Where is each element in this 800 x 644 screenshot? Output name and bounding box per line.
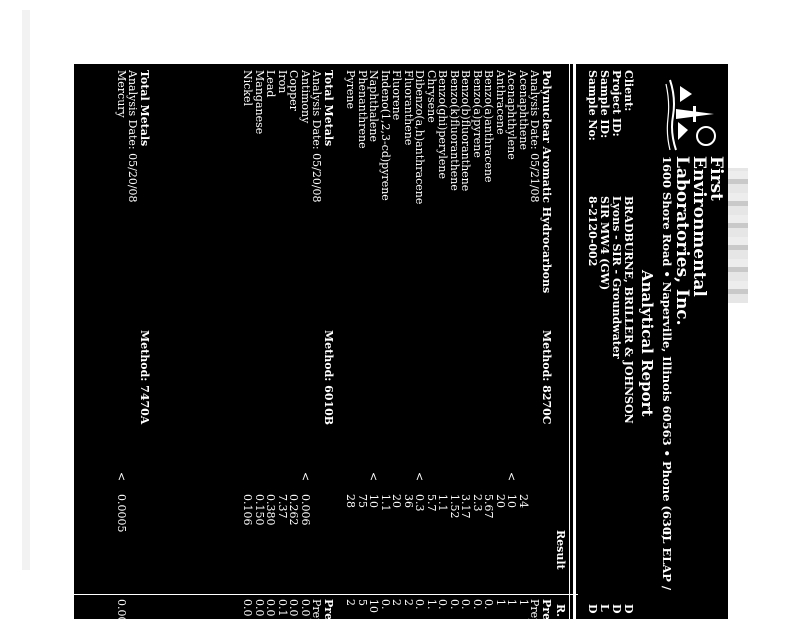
sample-id-label: Sample ID: — [598, 70, 611, 139]
sample-no-right-fragment: D — [586, 604, 599, 614]
result-value: 1.52 — [448, 494, 461, 519]
reporting-limit-fragment: 1 — [505, 599, 519, 606]
analyte-name: Manganese — [253, 70, 266, 135]
analyte-name: Chrysene — [425, 70, 438, 123]
table-row — [265, 64, 277, 619]
report-title: Analytical Report — [638, 270, 656, 417]
accreditation-label: IL ELAP / — [660, 530, 674, 591]
table-row — [472, 64, 484, 619]
reporting-limit-fragment: 1 — [494, 599, 507, 606]
scan-edge-artifact — [22, 10, 30, 570]
result-value: 36 — [402, 494, 415, 508]
metals-analysis-date-row — [310, 64, 324, 644]
analyte-name: Benzo(a)anthracene — [482, 70, 496, 183]
analyte-name: Fluoranthene — [402, 70, 415, 146]
analyte-name: Mercury — [115, 70, 128, 118]
analyte-name: Benzo(b)fluoranthene — [459, 70, 473, 192]
result-value: 20 — [494, 494, 507, 508]
pah-section-header — [540, 64, 553, 641]
qualifier: < — [413, 472, 427, 482]
reporting-limit-fragment: 0.00 — [115, 599, 128, 624]
analysis-date: Analysis Date: 05/20/08 — [310, 70, 324, 203]
mercury-analysis-date-row — [127, 64, 139, 619]
reporting-limit-fragment: 5 — [356, 599, 369, 606]
reporting-limit-fragment: 2 — [344, 599, 358, 606]
analyte-name: Naphthalene — [367, 70, 381, 142]
analyte-name: Iron — [276, 70, 289, 94]
analyte-name: Fluorene — [390, 70, 404, 121]
analyte-name: Indeno(1,2,3-cd)pyrene — [379, 70, 392, 201]
header-rule-thin — [569, 64, 570, 619]
result-value: 0.0005 — [115, 494, 128, 533]
result-value: 10 — [505, 494, 519, 508]
reporting-limit-fragment: 0.0 — [299, 599, 312, 617]
section-method: Method: 7470A — [138, 330, 151, 425]
table-row — [254, 64, 266, 619]
table-row — [277, 64, 289, 619]
section-method: Method: 8270C — [540, 330, 553, 425]
result-value: 0.3 — [413, 494, 427, 512]
analyte-name: Antimony — [299, 70, 312, 124]
report-page — [74, 64, 728, 644]
company-logo — [662, 74, 720, 154]
result-value: 20 — [390, 494, 404, 508]
reporting-limit-fragment: 10 — [367, 599, 381, 613]
client-value: BRADBURNE, BRILLER & JOHNSON — [622, 196, 635, 424]
reporting-limit-fragment: 0. — [379, 599, 392, 610]
table-row — [242, 64, 254, 619]
project-right-fragment: D — [610, 604, 623, 614]
reporting-limit-fragment: 0.0 — [253, 599, 266, 617]
client-right-fragment: D — [622, 604, 635, 614]
company-address: 1600 Shore Road • Naperville, Illinois 60563 • Phone (630) — [660, 156, 674, 541]
result-value: 5.67 — [482, 494, 496, 519]
reporting-limit-fragment: 2 — [390, 599, 404, 606]
reporting-limit-fragment: 0.0 — [287, 599, 301, 617]
result-value: 1.1 — [379, 494, 392, 512]
project-label: Project ID: — [610, 70, 623, 137]
company-name-line: First — [706, 156, 726, 201]
table-row — [345, 64, 357, 619]
metals-section-header — [322, 64, 335, 641]
analyte-name: Benzo(k)fluoranthene — [448, 70, 461, 191]
scan-smudge-artifact — [728, 168, 748, 303]
reporting-limit-fragment: 0. — [459, 599, 473, 610]
analyte-name: Copper — [287, 70, 301, 111]
table-row — [518, 64, 530, 619]
company-name — [673, 156, 724, 326]
company-name-line: Environmental — [689, 156, 709, 297]
reporting-limit-fragment: 0. — [413, 599, 427, 610]
result-column-header: Result — [554, 530, 567, 570]
prep-sublabel: Prepara — [528, 599, 542, 644]
result-value: 2.3 — [471, 494, 484, 512]
analyte-name: Benzo(ghi)perylene — [436, 70, 450, 179]
client-label: Client: — [622, 70, 635, 112]
table-row — [483, 64, 495, 619]
table-row — [300, 64, 312, 619]
analyte-name: Lead — [264, 70, 278, 98]
reporting-limit-fragment: 0.0 — [264, 599, 278, 617]
table-row — [449, 64, 461, 619]
table-row — [495, 64, 507, 619]
reporting-limit-fragment: 0. — [471, 599, 484, 610]
result-value: 75 — [356, 494, 369, 508]
reporting-limit-fragment: 1 — [517, 599, 530, 606]
table-row — [460, 64, 472, 619]
analyte-name: Phenanthrene — [356, 70, 369, 149]
result-value: 0.006 — [299, 494, 312, 526]
reporting-limit-fragment: 2 — [402, 599, 415, 606]
result-value: 0.150 — [253, 494, 266, 526]
result-value: 7.37 — [276, 494, 289, 519]
result-value: 24 — [517, 494, 530, 508]
qualifier: < — [505, 472, 519, 482]
sample-id-right-fragment: L — [598, 604, 611, 612]
section-title: Polynuclear Aromatic Hydrocarbons — [540, 70, 553, 294]
qualifier: < — [115, 472, 128, 482]
reporting-limit-fragment: 0.0 — [241, 599, 255, 617]
table-row — [506, 64, 518, 619]
result-value: 28 — [344, 494, 358, 508]
sample-no-label: Sample No: — [586, 70, 599, 141]
header-rule — [573, 64, 576, 619]
scanned-report — [74, 64, 728, 644]
qualifier: < — [367, 472, 381, 482]
prep-sublabel: Prepara — [310, 599, 324, 644]
qualifier: < — [299, 472, 312, 482]
r-column-header: R. — [554, 604, 567, 617]
analyte-name: Dibenzo(a,h)anthracene — [413, 70, 427, 205]
table-row — [115, 64, 128, 624]
section-title: Total Metals — [138, 70, 151, 147]
result-value: 10 — [367, 494, 381, 508]
table-row — [437, 64, 449, 619]
result-value: 5.7 — [425, 494, 438, 512]
prep-label: Prepar — [322, 599, 335, 641]
table-row — [380, 64, 392, 619]
section-title: Total Metals — [322, 70, 335, 147]
table-row — [403, 64, 415, 619]
table-row — [357, 64, 369, 619]
table-row — [391, 64, 403, 619]
prep-label: Prepar — [540, 599, 553, 641]
analyte-name: Nickel — [241, 70, 255, 106]
reporting-limit-fragment: 0. — [448, 599, 461, 610]
result-value: 0.380 — [264, 494, 278, 526]
result-value: 0.262 — [287, 494, 301, 526]
table-row — [288, 64, 300, 619]
result-value: 3.17 — [459, 494, 473, 519]
result-value: 1.1 — [436, 494, 450, 512]
table-row — [368, 64, 380, 619]
project-value: Lyons - SIR - Groundwater — [610, 196, 623, 359]
company-name-line: Laboratories, Inc. — [672, 156, 692, 326]
reporting-limit-fragment: 1. — [425, 599, 438, 610]
reporting-limit-fragment: 0. — [436, 599, 450, 610]
analyte-name: Benzo(a)pyrene — [471, 70, 484, 158]
table-row — [414, 64, 426, 619]
reporting-limit-fragment: 0. — [482, 599, 496, 610]
analysis-date: Analysis Date: 05/20/08 — [126, 70, 140, 203]
reporting-limit-fragment: 0.1 — [276, 599, 289, 617]
sample-id-value: SIR MW4 (GW) — [598, 196, 611, 291]
section-method: Method: 6010B — [322, 330, 335, 426]
analyte-name: Acenaphthene — [517, 70, 530, 150]
table-row — [426, 64, 438, 619]
pah-analysis-date-row — [528, 64, 542, 644]
analysis-date: Analysis Date: 05/21/08 — [528, 70, 542, 203]
result-value: 0.106 — [241, 494, 255, 526]
analyte-name: Acenaphthylene — [505, 70, 519, 160]
sample-no-value: 8-2120-002 — [586, 196, 599, 267]
analyte-name: Anthracene — [494, 70, 507, 135]
analyte-name: Pyrene — [344, 70, 358, 109]
mercury-section-header — [139, 64, 151, 619]
